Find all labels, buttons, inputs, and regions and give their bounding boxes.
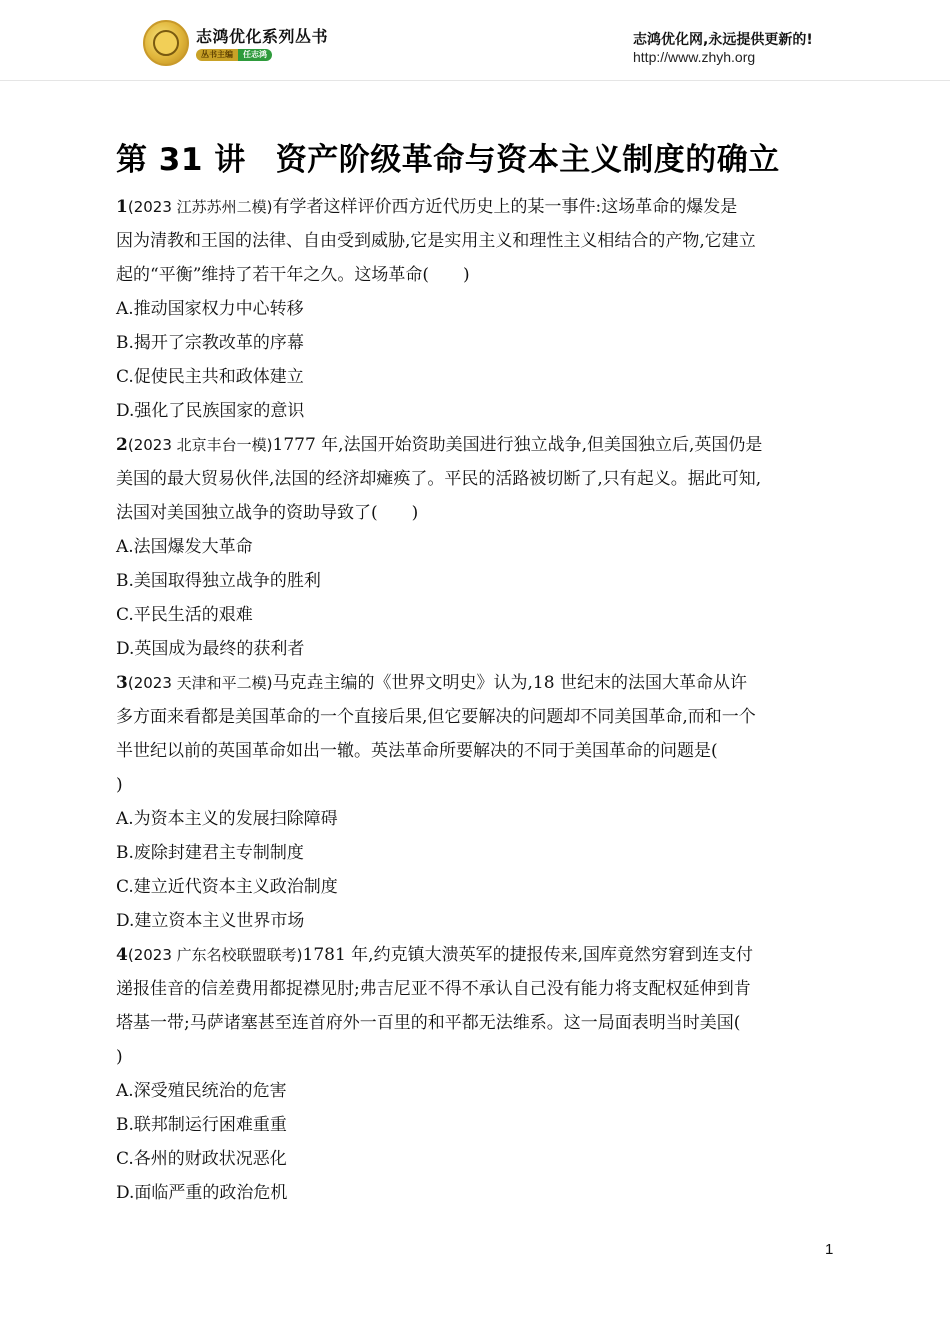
- question-stem-line: 1777 年,法国开始资助美国进行独立战争,但美国独立后,英国仍是: [272, 435, 763, 455]
- question-number: 4: [116, 945, 128, 965]
- option-c: C.建立近代资本主义政治制度: [116, 877, 338, 897]
- question-1: [116, 190, 841, 428]
- page-header: [0, 0, 950, 80]
- question-number: 1: [116, 197, 128, 217]
- logo-seal-icon: [143, 20, 189, 66]
- option-a: A.推动国家权力中心转移: [116, 299, 304, 319]
- question-stem-line: 塔基一带;马萨诸塞甚至连首府外一百里的和平都无法维系。这一局面表明当时美国(: [116, 1013, 741, 1033]
- question-list: [116, 190, 841, 1210]
- option-c: C.促使民主共和政体建立: [116, 367, 304, 387]
- site-url[interactable]: http://www.zhyh.org: [633, 49, 756, 65]
- question-stem-line: 1781 年,约克镇大溃英军的捷报传来,国库竟然穷窘到连支付: [302, 945, 753, 965]
- question-stem-line: 法国对美国独立战争的资助导致了( ): [116, 503, 419, 523]
- option-a: A.法国爆发大革命: [116, 537, 253, 557]
- question-stem-line: ): [116, 1047, 123, 1067]
- lesson-number: 第 31 讲: [116, 142, 246, 178]
- question-stem-line: 递报佳音的信差费用都捉襟见肘;弗吉尼亚不得不承认自己没有能力将支配权延伸到肯: [116, 979, 751, 999]
- question-source: (2023 广东名校联盟联考): [127, 946, 303, 964]
- question-stem-line: ): [116, 775, 123, 795]
- question-stem-line: 半世纪以前的英国革命如出一辙。英法革命所要解决的不同于美国革命的问题是(: [116, 741, 718, 761]
- option-d: D.建立资本主义世界市场: [116, 911, 305, 931]
- question-stem-line: 起的“平衡”维持了若干年之久。这场革命( ): [116, 265, 470, 285]
- option-a: A.为资本主义的发展扫除障碍: [116, 809, 338, 829]
- option-d: D.面临严重的政治危机: [116, 1183, 288, 1203]
- question-number: 3: [116, 673, 128, 693]
- option-d: D.强化了民族国家的意识: [116, 401, 305, 421]
- option-b: B.美国取得独立战争的胜利: [116, 571, 321, 591]
- question-stem-line: 有学者这样评价西方近代历史上的某一事件:这场革命的爆发是: [272, 197, 738, 217]
- question-stem-line: 美国的最大贸易伙伴,法国的经济却瘫痪了。平民的活路被切断了,只有起义。据此可知,: [116, 469, 762, 489]
- option-b: B.废除封建君主专制制度: [116, 843, 304, 863]
- question-stem-line: 因为清教和王国的法律、自由受到威胁,它是实用主义和理性主义相结合的产物,它建立: [116, 231, 756, 251]
- option-b: B.联邦制运行困难重重: [116, 1115, 287, 1135]
- page-number: 1: [825, 1241, 834, 1258]
- editor-name: 任志鸿: [238, 49, 272, 61]
- series-title: 志鸿优化系列丛书: [196, 27, 329, 46]
- question-source: (2023 天津和平二模): [127, 674, 273, 692]
- lesson-topic: 资产阶级革命与资本主义制度的确立: [275, 142, 780, 178]
- option-b: B.揭开了宗教改革的序幕: [116, 333, 304, 353]
- question-stem-line: 多方面来看都是美国革命的一个直接后果,但它要解决的问题却不同美国革命,而和一个: [116, 707, 756, 727]
- question-number: 2: [116, 435, 128, 455]
- editor-role: 丛书主编: [196, 49, 238, 61]
- option-a: A.深受殖民统治的危害: [116, 1081, 287, 1101]
- question-stem-line: 马克垚主编的《世界文明史》认为,18 世纪末的法国大革命从许: [272, 673, 747, 693]
- page-title: [116, 134, 856, 179]
- option-c: C.平民生活的艰难: [116, 605, 253, 625]
- option-d: D.英国成为最终的获利者: [116, 639, 305, 659]
- option-c: C.各州的财政状况恶化: [116, 1149, 287, 1169]
- question-2: [116, 428, 841, 666]
- question-4: [116, 938, 841, 1210]
- question-source: (2023 北京丰台一模): [127, 436, 273, 454]
- header-divider: [0, 80, 950, 81]
- question-3: [116, 666, 841, 938]
- question-source: (2023 江苏苏州二模): [127, 198, 273, 216]
- editor-credit: [196, 49, 272, 61]
- site-slogan: 志鸿优化网,永远提供更新的!: [633, 32, 813, 48]
